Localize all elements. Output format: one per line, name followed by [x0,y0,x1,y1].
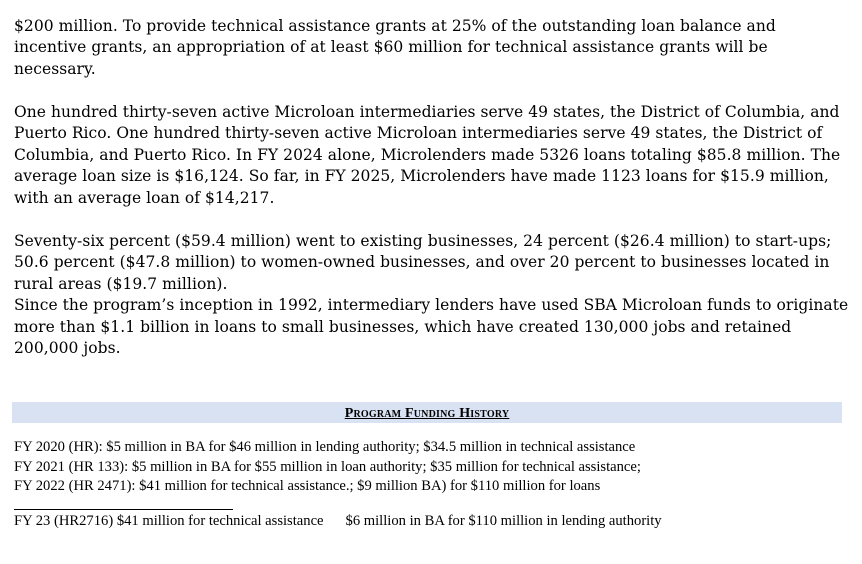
divider [14,509,233,510]
paragraph-line: $200 million. To provide technical assistance grants at 25% of the outstanding loan balance and [14,17,776,35]
intermediaries-paragraph [14,102,844,209]
paragraph-line: average loan size is $16,124. So far, in FY 2025, Microlenders have made 1123 loans for $15.9 million, [14,167,829,186]
funding-history-list [14,438,844,497]
funding-history-entry: FY 2020 (HR): $5 million in BA for $46 million in lending authority; $34.5 million in technical assistance [14,439,636,455]
paragraph-line: 50.6 percent ($47.8 million) to women-owned businesses, and over 20 percent to businesses located in [14,253,830,272]
paragraph-line: incentive grants, an appropriation of at least $60 million for technical assistance grants will be [14,38,768,57]
funding-history-fy23 [14,512,662,532]
paragraph-line: Seventy-six percent ($59.4 million) went to existing businesses, 24 percent ($26.4 million) to start-ups; [14,232,832,250]
paragraph-line: Puerto Rico. One hundred thirty-seven active Microloan intermediaries serve 49 states, the District of [14,124,823,143]
funding-history-entry: FY 2021 (HR 133): $5 million in BA for $55 million in loan authority; $35 million for technical assistance; [14,458,641,475]
funding-paragraph [14,16,844,80]
paragraph-line: 200,000 jobs. [14,339,121,358]
paragraph-line: Since the program’s inception in 1992, intermediary lenders have used SBA Microloan funds to originate [14,296,849,315]
paragraph-line: rural areas ($19.7 million). [14,274,228,293]
funding-history-entry: FY 2022 (HR 2471): $41 million for technical assistance.; $9 million BA) for $110 million for loans [14,478,601,494]
paragraph-line: with an average loan of $14,217. [14,188,275,207]
fy23-lending-authority: $6 million in BA for $110 million in lending authority [345,513,662,529]
impact-paragraph [14,231,849,359]
funding-history-heading: Program Funding History [12,402,842,423]
paragraph-line: more than $1.1 billion in loans to small businesses, which have created 130,000 jobs and retained [14,317,792,336]
fy23-technical-assistance: FY 23 (HR2716) $41 million for technical assistance [14,513,324,529]
paragraph-line: One hundred thirty-seven active Microloan intermediaries serve 49 states, the District of Columbia, and [14,103,840,121]
paragraph-line: Columbia, and Puerto Rico. In FY 2024 alone, Microlenders made 5326 loans totaling $85.8 million. The [14,145,841,164]
paragraph-line: necessary. [14,59,96,78]
